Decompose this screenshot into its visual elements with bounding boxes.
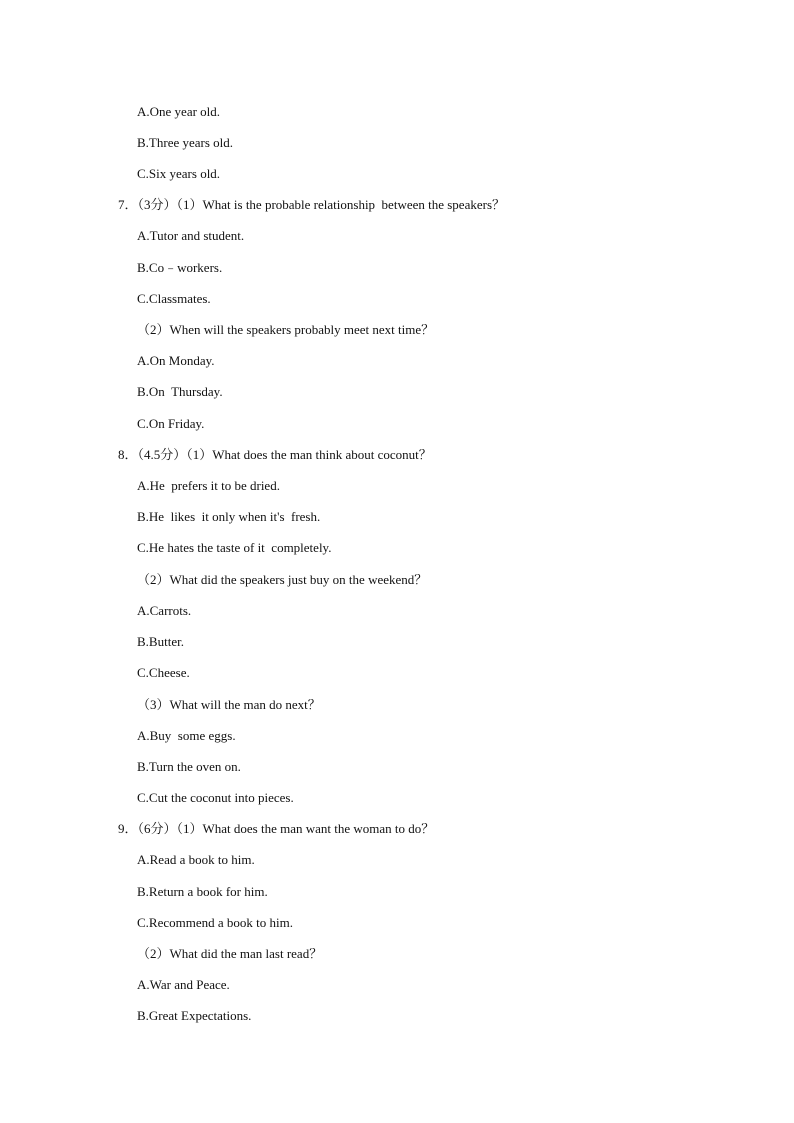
sub-question: （2）When will the speakers probably meet next time？: [137, 322, 435, 337]
option-line: B.Butter.: [137, 634, 184, 649]
option-line: B.Return a book for him.: [137, 884, 268, 899]
option-line: A.Carrots.: [137, 603, 192, 618]
option-line: C.On Friday.: [137, 416, 205, 431]
question-9-heading: 9．（6分）（1）What does the man want the woman to do？: [118, 821, 435, 836]
option-line: B.He likes it only when it's fresh.: [137, 509, 321, 524]
option-line: B.Three years old.: [137, 135, 234, 150]
option-line: C.Six years old.: [137, 166, 221, 181]
sub-question: （2）What did the speakers just buy on the weekend？: [137, 572, 428, 587]
option-line: C.Cut the coconut into pieces.: [137, 790, 294, 805]
option-line: C.He hates the taste of it completely.: [137, 540, 332, 555]
option-line: B.Co﹣workers.: [137, 260, 223, 275]
sub-question: （3）What will the man do next？: [137, 697, 321, 712]
option-line: B.On Thursday.: [137, 384, 223, 399]
option-line: A.Buy some eggs.: [137, 728, 236, 743]
option-line: A.Read a book to him.: [137, 852, 255, 867]
option-line: B.Great Expectations.: [137, 1008, 252, 1023]
question-8-heading: 8．（4.5分）（1）What does the man think about coconut？: [118, 447, 432, 462]
option-line: A.Tutor and student.: [137, 228, 245, 243]
option-line: C.Cheese.: [137, 665, 190, 680]
option-line: C.Classmates.: [137, 291, 211, 306]
option-line: B.Turn the oven on.: [137, 759, 241, 774]
option-line: A.He prefers it to be dried.: [137, 478, 280, 493]
option-line: C.Recommend a book to him.: [137, 915, 293, 930]
option-line: A.War and Peace.: [137, 977, 230, 992]
sub-question: （2）What did the man last read？: [137, 946, 323, 961]
option-line: A.On Monday.: [137, 353, 215, 368]
option-line: A.One year old.: [137, 104, 221, 119]
question-7-heading: 7．（3分）（1）What is the probable relationship between the speakers？: [118, 197, 506, 212]
